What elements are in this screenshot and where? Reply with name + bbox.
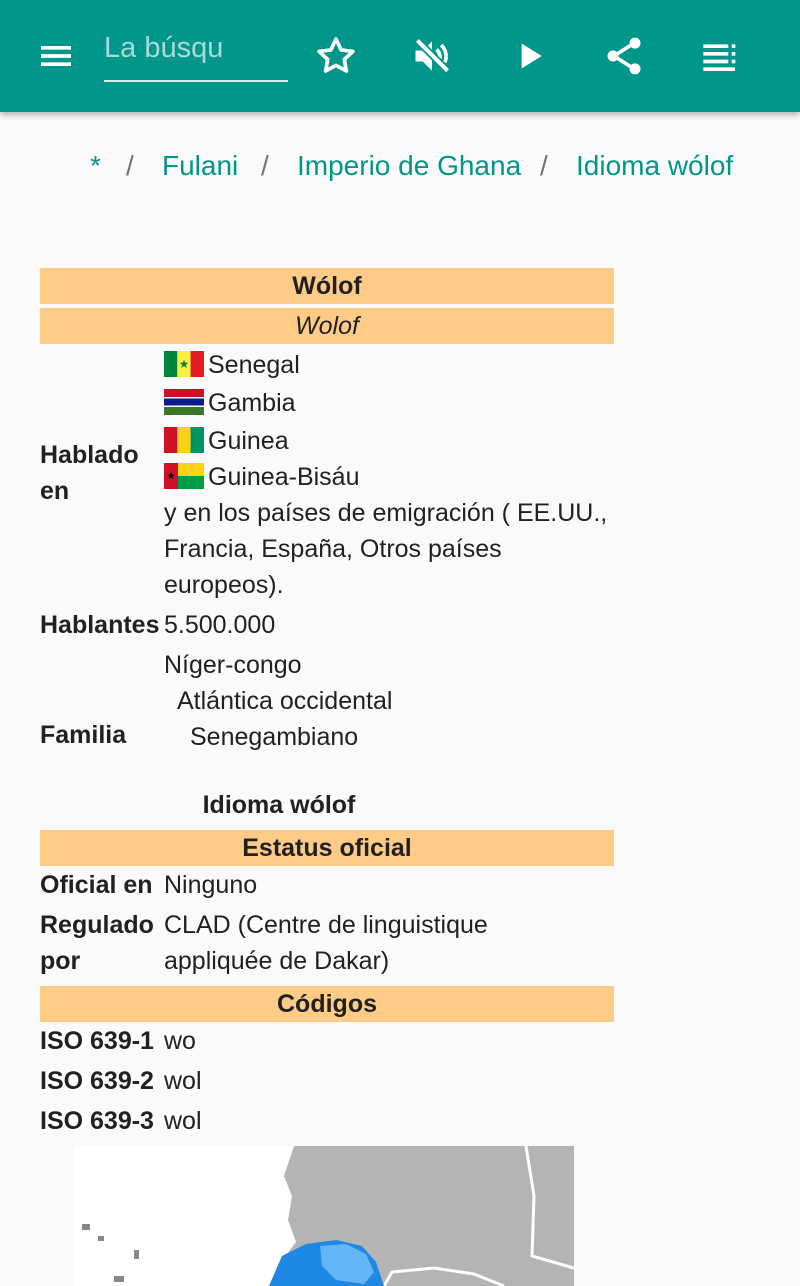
- iso-639-2-label: ISO 639-2: [40, 1067, 154, 1095]
- speakers-label: Hablantes: [40, 611, 160, 639]
- playlist-icon[interactable]: [692, 28, 748, 84]
- star-icon[interactable]: [308, 28, 364, 84]
- gambia-flag-icon: [164, 389, 204, 415]
- iso-639-3-value: wol: [164, 1107, 202, 1135]
- speakers-value: 5.500.000: [164, 611, 276, 639]
- family-level-2[interactable]: Atlántica occidental: [177, 687, 393, 715]
- official-in-label: Oficial en: [40, 871, 153, 899]
- family-level-1[interactable]: Níger-congo: [164, 651, 302, 679]
- regulated-by-label: Regulado por: [40, 911, 154, 975]
- country-guinea-bissau[interactable]: [164, 459, 359, 495]
- menu-icon[interactable]: [28, 28, 84, 84]
- app-toolbar: [0, 0, 800, 112]
- breadcrumb-item-home[interactable]: *: [90, 150, 101, 181]
- search-field[interactable]: [104, 26, 288, 82]
- breadcrumb-item-ghana-empire[interactable]: Imperio de Ghana: [297, 150, 522, 181]
- family-label: Familia: [40, 721, 127, 749]
- official-in-value: Ninguno: [164, 871, 258, 899]
- infobox-title: Wólof: [40, 268, 614, 304]
- share-icon[interactable]: [596, 28, 652, 84]
- codes-header: Códigos: [40, 986, 614, 1022]
- breadcrumb-separator: /: [126, 150, 134, 181]
- country-name: Guinea: [208, 427, 289, 455]
- breadcrumb: [0, 146, 800, 190]
- classification-title: Idioma wólof: [202, 791, 356, 819]
- guinea-flag-icon: [164, 427, 204, 453]
- breadcrumb-separator: /: [261, 150, 269, 181]
- iso-639-1-value: wo: [164, 1027, 196, 1055]
- mute-icon[interactable]: [404, 28, 460, 84]
- country-name: Guinea-Bisáu: [208, 463, 360, 491]
- iso-639-2-value: wol: [164, 1067, 202, 1095]
- iso-639-1-label: ISO 639-1: [40, 1027, 154, 1055]
- country-gambia[interactable]: [164, 385, 296, 421]
- breadcrumb-item-fulani[interactable]: Fulani: [162, 150, 239, 181]
- emigration-note: y en los países de emigración ( EE.UU., Francia, España, Otros países europeos).: [164, 499, 608, 599]
- iso-639-3-label: ISO 639-3: [40, 1107, 154, 1135]
- regulated-by-value[interactable]: CLAD (Centre de linguistique appliquée de Dakar): [164, 911, 488, 975]
- breadcrumb-item-wolof[interactable]: Idioma wólof: [576, 150, 734, 181]
- guinea-bissau-flag-icon: [164, 463, 204, 489]
- play-icon[interactable]: [502, 28, 558, 84]
- family-level-3[interactable]: Senegambiano: [190, 723, 359, 751]
- official-status-header: Estatus oficial: [40, 830, 614, 866]
- map-image: [74, 1146, 574, 1286]
- breadcrumb-separator: /: [540, 150, 548, 181]
- language-distribution-map[interactable]: [74, 1146, 574, 1286]
- infobox-native-name: Wolof: [40, 308, 614, 344]
- country-name: Senegal: [208, 351, 300, 379]
- spoken-in-label: Hablado en: [40, 441, 139, 505]
- search-input[interactable]: [104, 26, 288, 70]
- country-senegal[interactable]: [164, 347, 300, 383]
- country-name: Gambia: [208, 389, 296, 417]
- country-guinea[interactable]: [164, 423, 289, 459]
- senegal-flag-icon: [164, 351, 204, 377]
